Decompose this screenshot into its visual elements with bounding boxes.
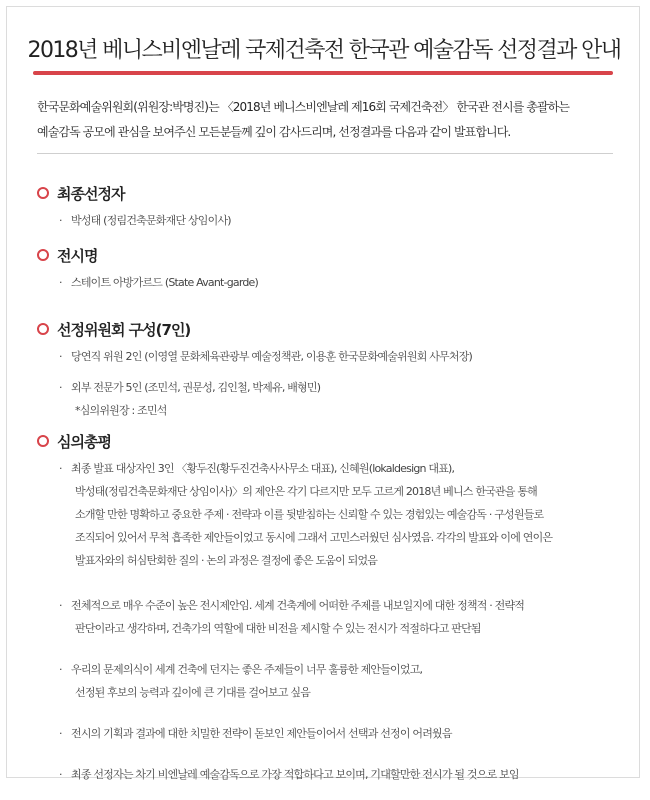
bullet: ·	[59, 663, 62, 676]
item-text: 박성태 (정림건축문화재단 상임이사)	[71, 214, 231, 227]
section-title: 선정위원회 구성(7인)	[57, 320, 191, 339]
item-text: 발표자와의 허심탄회한 질의 · 논의 과정은 결정에 좋은 도움이 되었음	[75, 554, 378, 567]
intro-line: 예술감독 공모에 관심을 보여주신 모든분들께 깊이 감사드리며, 선정결과를 다음과 같이 발표합니다.	[37, 125, 511, 139]
section-review	[37, 431, 617, 786]
bullet: ·	[59, 599, 62, 612]
document-frame	[6, 6, 640, 781]
section-final-selection	[37, 183, 617, 232]
list-item	[37, 457, 617, 572]
section-header	[37, 431, 617, 451]
list-item	[37, 594, 617, 640]
ring-icon	[37, 249, 49, 261]
bullet: ·	[59, 276, 62, 289]
ring-icon	[37, 435, 49, 447]
list-item	[37, 763, 617, 786]
bullet: ·	[59, 727, 62, 740]
section-committee	[37, 319, 617, 422]
list-item	[37, 209, 617, 232]
section-title: 심의총평	[57, 432, 111, 451]
section-title: 최종선정자	[57, 184, 125, 203]
item-text: 소개할 만한 명확하고 중요한 주제 · 전략과 이를 뒷받침하는 신뢰할 수 있는 경험있는 예술감독 · 구성원들로	[75, 508, 544, 521]
item-text: 선정된 후보의 능력과 깊이에 큰 기대를 걸어보고 싶음	[75, 686, 311, 699]
bullet: ·	[59, 350, 62, 363]
item-text: 외부 전문가 5인 (조민석, 권문성, 김인철, 박제유, 배형민)	[71, 381, 321, 394]
item-text: 최종 선정자는 차기 비엔날레 예술감독으로 가장 적합하다고 보이며, 기대할만한 전시가 될 것으로 보임	[71, 768, 519, 781]
divider	[37, 153, 613, 154]
item-text: 판단이라고 생각하며, 건축가의 역할에 대한 비전을 제시할 수 있는 전시가 적절하다고 판단됨	[75, 622, 481, 635]
item-text: 당연직 위원 2인 (이영열 문화체육관광부 예술정책관, 이용훈 한국문화예술위원회 사무처장)	[71, 350, 473, 363]
section-header	[37, 245, 617, 265]
bullet: ·	[59, 768, 62, 781]
item-text: 스테이트 아방가르드 (State Avant-garde)	[71, 276, 259, 289]
section-header	[37, 183, 617, 203]
item-text: 조직되어 있어서 무척 흡족한 제안들이었고 동시에 그래서 고민스러웠던 심사였음. 각각의 발표와 이에 연이은	[75, 531, 553, 544]
list-item	[37, 658, 617, 704]
list-item	[37, 722, 617, 745]
intro-paragraph	[37, 95, 615, 145]
section-header	[37, 319, 617, 339]
item-text: 우리의 문제의식이 세계 건축에 던지는 좋은 주제들이 너무 훌륭한 제안들이었고,	[71, 663, 423, 676]
ring-icon	[37, 187, 49, 199]
item-text: 전체적으로 매우 수준이 높은 전시제안임. 세계 건축계에 어떠한 주제를 내보일지에 대한 정책적 · 전략적	[71, 599, 525, 612]
item-text: 박성태(정림건축문화재단 상임이사)〉의 제안은 각기 다르지만 모두 고르게 2018년 베니스 한국관을 통해	[75, 485, 537, 498]
ring-icon	[37, 323, 49, 335]
section-title: 전시명	[57, 246, 98, 265]
list-item	[37, 271, 617, 294]
list-item	[37, 345, 617, 368]
bullet: ·	[59, 214, 62, 227]
item-text: 최종 발표 대상자인 3인 〈황두진(황두진건축사사무소 대표), 신혜원(lokaldesign 대표),	[71, 462, 455, 475]
bullet: ·	[59, 381, 62, 394]
list-item	[37, 376, 617, 422]
intro-line: 한국문화예술위원회(위원장:박명진)는 〈2018년 베니스비엔날레 제16회 국제건축전〉 한국관 전시를 총괄하는	[37, 100, 570, 114]
section-exhibition-title	[37, 245, 617, 294]
page-title: 2018년 베니스비엔날레 국제건축전 한국관 예술감독 선정결과 안내	[27, 38, 621, 63]
item-text: 전시의 기획과 결과에 대한 치밀한 전략이 돋보인 제안들이어서 선택과 선정이 어려웠음	[71, 727, 452, 740]
item-note: *심의위원장 : 조민석	[75, 404, 167, 417]
bullet: ·	[59, 462, 62, 475]
title-underline	[33, 71, 613, 75]
